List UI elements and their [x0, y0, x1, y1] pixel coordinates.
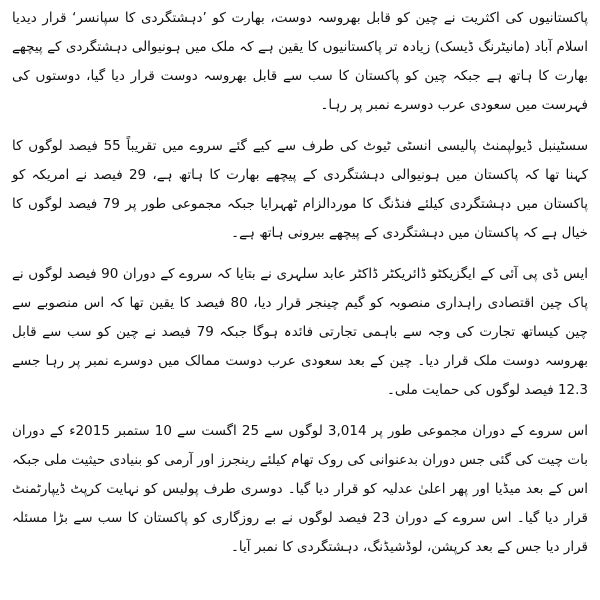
paragraph-survey-details: اس سروے کے دوران مجموعی طور پر 3,014 لوگوں سے 25 اگست سے 10 ستمبر 2015ء کے دوران بات چیت کی گئی جس دوران بدعنوانی کی روک تھام کیلئے رینجرز اور آرمی کو بنیادی حیثیت ملی جبکہ اس کے بعد میڈیا اور پھر اعلیٰ عدلیہ کو قرار دیا گیا۔ دوسری طرف پولیس کو نہایت کرپٹ ڈیپارٹمنٹ قرار دیا گیا۔ اس سروے کے دوران 23 فیصد لوگوں نے بے روزگاری کو پاکستان کا سب سے بڑا مسئلہ قرار دیا جس کے بعد کرپشن، لوڈشیڈنگ، دہشتگردی کا نمبر آیا۔ — [12, 423, 589, 555]
paragraph-headline-intro: پاکستانیوں کی اکثریت نے چین کو قابل بھروسہ دوست، بھارت کو ’دہشتگردی کا سپانسر‘ قرار دیدیا اسلام آباد (مانیٹرنگ ڈیسک) زیادہ تر پاکستانیوں کا یقین ہے کہ ملک میں ہونیوالی دہشتگردی کے پیچھے بھارت کا ہاتھ ہے جبکہ چین کو پاکستان کا سب سے قابل بھروسہ دوست قرار دیا گیا، دوستوں کی فہرست میں سعودی عرب دوسرے نمبر پر رہا۔ — [12, 10, 588, 113]
paragraph-sdpi-survey: سسٹینبل ڈیولپمنٹ پالیسی انسٹی ٹیوٹ کی طرف سے کیے گئے سروے میں تقریباً 55 فیصد لوگوں کا کہنا تھا کہ پاکستان میں ہونیوالی دہشتگردی کے پیچھے بھارت کا ہاتھ ہے، 29 فیصد نے امریکہ کو پاکستان میں دہشتگردی کیلئے فنڈنگ کا موردالزام ٹھہرایا جبکہ مجموعی طور پر 79 فیصد لوگوں کا خیال ہے کہ پاکستان میں دہشتگردی کے پیچھے بیرونی ہاتھ ہے۔ — [12, 138, 589, 241]
paragraph-cpec: ایس ڈی پی آئی کے ایگزیکٹو ڈائریکٹر ڈاکٹر عابد سلہری نے بتایا کہ سروے کے دوران 90 فیصد لوگوں نے پاک چین اقتصادی راہداری منصوبہ کو گیم چینجر قرار دیا، 80 فیصد کا یقین تھا کہ اس منصوبے سے چین کیساتھ تجارت کی وجہ سے باہمی تجارتی فائدہ ہوگا جبکہ 79 فیصد نے چین کو سب سے قابل بھروسہ دوست ملک قرار دیا۔ چین کے بعد سعودی عرب دوست ممالک میں دوسرے نمبر پر رہا جسے 12.3 فیصد لوگوں کی حمایت ملی۔ — [12, 266, 588, 398]
article-body — [12, 4, 588, 574]
